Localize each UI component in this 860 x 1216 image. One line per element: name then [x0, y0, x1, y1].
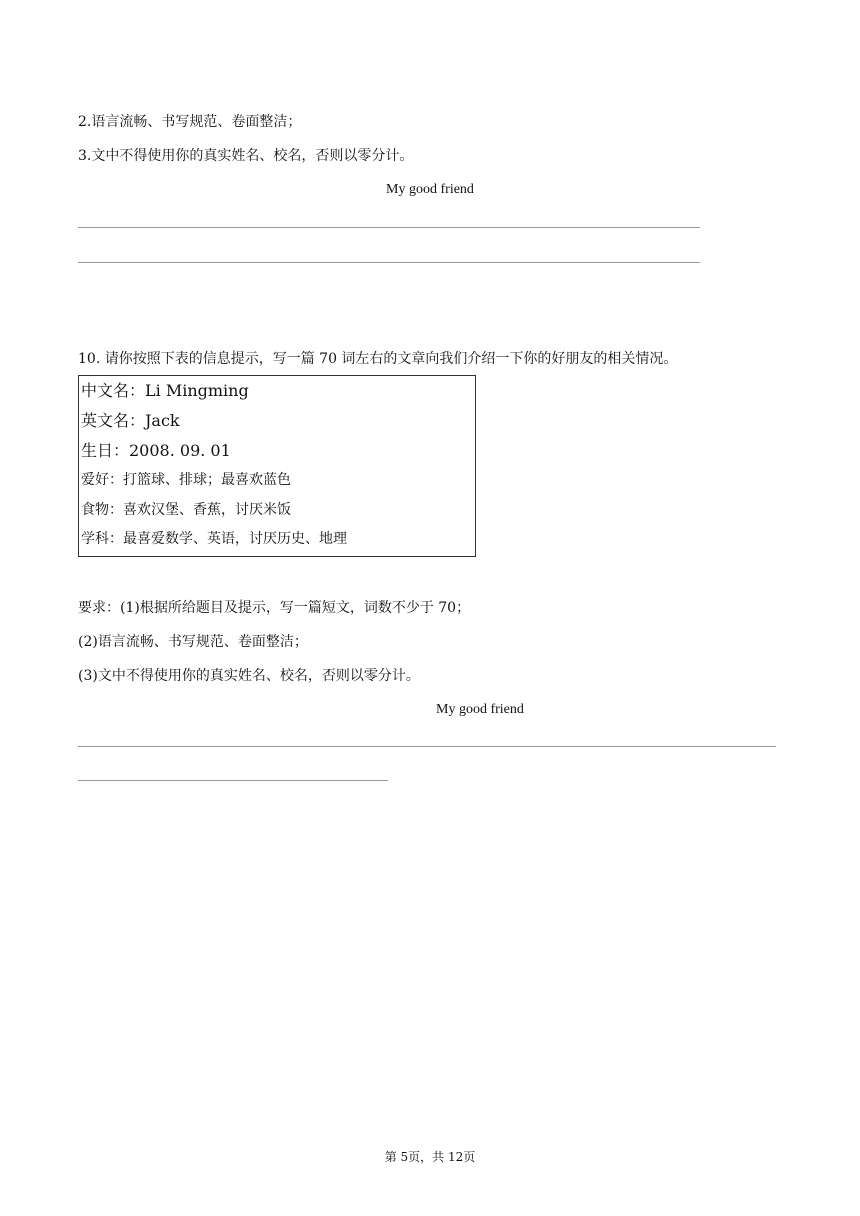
- page-number: 第 5页，共 12页: [384, 1150, 476, 1164]
- info-row-subjects: 学科：最喜爱数学、英语，讨厌历史、地理: [81, 531, 347, 547]
- info-row-food: 食物：喜欢汉堡、香蕉，讨厌米饭: [81, 502, 291, 518]
- q10-essay-title: My good friend: [436, 702, 524, 717]
- q10-requirement-1: 要求：(1)根据所给题目及提示，写一篇短文，词数不少于 70；: [78, 600, 471, 616]
- answer-line: [78, 227, 700, 228]
- question-10-prompt: 10. 请你按照下表的信息提示，写一篇 70 词左右的文章向我们介绍一下你的好朋友的相关情况。: [78, 351, 678, 367]
- essay-title: My good friend: [386, 182, 474, 197]
- requirement-2: 2.语言流畅、书写规范、卷面整洁；: [78, 114, 302, 130]
- answer-line: [78, 780, 388, 781]
- info-row-hobbies: 爱好：打篮球、排球；最喜欢蓝色: [81, 472, 291, 488]
- answer-line: [78, 746, 776, 747]
- q10-requirement-3: (3)文中不得使用你的真实姓名、校名，否则以零分计。: [78, 668, 420, 684]
- info-table: [78, 375, 476, 557]
- answer-line: [78, 262, 700, 263]
- q10-requirement-2: (2)语言流畅、书写规范、卷面整洁；: [78, 634, 308, 650]
- info-row-birthday: 生日：2008. 09. 01: [81, 441, 231, 460]
- requirement-3: 3.文中不得使用你的真实姓名、校名，否则以零分计。: [78, 148, 414, 164]
- info-row-chinese-name: 中文名：Li Mingming: [81, 381, 249, 400]
- info-row-english-name: 英文名：Jack: [81, 411, 180, 430]
